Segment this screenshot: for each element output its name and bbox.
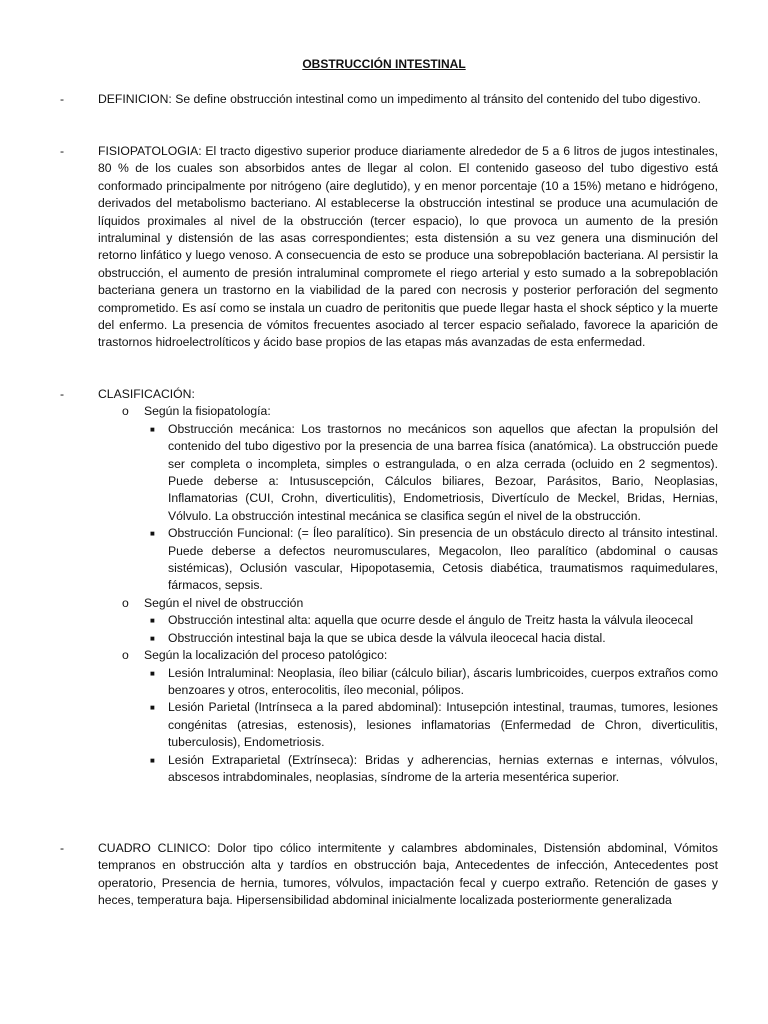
list-item-text: Obstrucción mecánica: Los trastornos no mecánicos son aquellos que afectan la propulsión del contenido del tubo digestivo por la presencia de una barrea física (anatómica). La obstrucción puede ser completa o incompleta, simples o estrangulada, o en alza cerrada (ocluido en 2 segmentos). Puede deberse a: Intususcepción, Cálculos biliares, Bezoar, Parásitos, Bario, Neoplasias, Inflamatorias (CUI, Crohn, diverticulitis), Endometriosis, Divertículo de Meckel, Bridas, Hernias, Vólvulo. La obstrucción intestinal mecánica se clasifica según el nivel de la obstrucción. [168,421,718,523]
circle-bullet: o [122,404,129,419]
group-fisiopatologia [122,403,718,420]
section-clasificacion [60,386,718,786]
section-cuadro-clinico [60,840,718,910]
group-label: Según la localización del proceso patológico: [144,648,388,663]
list-item [146,421,718,525]
group-localizacion [122,647,718,664]
list-item-text: Obstrucción intestinal baja la que se ubica desde la válvula ileocecal hacia distal. [168,630,606,645]
square-bullet-icon: ■ [150,424,155,434]
dash-bullet: - [60,387,65,401]
fisiopatologia-text: FISIOPATOLOGIA: El tracto digestivo superior produce diariamente alrededor de 5 a 6 litros de jugos intestinales, 80 % de los cuales son absorbidos antes de llegar al colon. El contenido gaseoso del tubo digestivo está conformado principalmente por nitrógeno (aire deglutido), y en menor porcentaje (10 a 15%) metano e hidrógeno, derivados del metabolismo bacteriano. Al establecerse la obstrucción intestinal se produce una acumulación de líquidos proximales al nivel de la obstrucción (tercer espacio), lo que provoca un aumento de la presión intraluminal y distensión de las asas correspondientes; esta distensión a su vez genera una disminución del retorno linfático y luego venoso. A consecuencia de esto se produce una sobrepoblación bacteriana. Al persistir la obstrucción, el aumento de presión intraluminal compromete el riego arterial y esto sumado a la sobrepoblación bacteriana genera un trastorno en la viabilidad de la pared con necrosis y posterior perforación del segmento comprometido. Es así como se instala un cuadro de peritonitis que puede llegar hasta el shock séptico y la muerte del enfermo. La presencia de vómitos frecuentes asociado al tercer espacio señalado, favorece la aparición de trastornos hidroelectrolíticos y ácido base propios de las etapas más avanzadas de esta enfermedad. [98,144,718,350]
square-bullet-icon: ■ [150,755,155,765]
cuadro-clinico-text: CUADRO CLINICO: Dolor tipo cólico intermitente y calambres abdominales, Distensión abdominal, Vómitos tempranos en obstrucción alta y tardíos en obstrucción baja, Antecedentes de infección, Antecedentes post operatorio, Presencia de hernia, tumores, vólvulos, impactación fecal y cuerpo extraño. Retención de gases y heces, temperatura baja. Hipersensibilidad abdominal inicialmente localizada posteriormente generalizada [98,841,718,908]
circle-bullet: o [122,648,129,663]
definicion-text: DEFINICION: Se define obstrucción intestinal como un impedimento al tránsito del contenido del tubo digestivo. [98,92,701,106]
list-item [146,665,718,700]
section-definicion [60,91,718,108]
section-fisiopatologia [60,143,718,352]
list-item-text: Obstrucción Funcional: (= Íleo paralítico). Sin presencia de un obstáculo directo al tránsito intestinal. Puede deberse a defectos neuromusculares, Megacolon, Ileo paralítico (abdominal o causas sistémicas), Oclusión vascular, Hipopotasemia, Cetosis diabética, traumatismos raquimedulares, fármacos, sepsis. [168,526,718,593]
list-item-text: Lesión Intraluminal: Neoplasia, íleo biliar (cálculo biliar), áscaris lumbricoides, cuerpos extraños como benzoares y otros, enterocolitis, íleo meconial, pólipos. [168,665,718,697]
square-bullet-icon: ■ [150,633,155,643]
dash-bullet: - [60,92,65,106]
list-item-text: Lesión Parietal (Intrínseca a la pared abdominal): Intusepción intestinal, traumas, tumores, lesiones congénitas (atresias, estenosis), lesiones inflamatorias (Enfermedad de Chron, diverticulitis, tuberculosis), Endometriosis. [168,700,718,750]
square-bullet-icon: ■ [150,668,155,678]
list-item [146,699,718,751]
dash-bullet: - [60,144,65,158]
list-item [146,630,718,647]
clasificacion-heading: CLASIFICACIÓN: [98,387,195,401]
list-item-text: Lesión Extraparietal (Extrínseca): Bridas y adherencias, hernias externas e internas, vólvulos, abscesos intrabdominales, neoplasias, síndrome de la arteria mesentérica superior. [168,752,718,784]
list-item [146,612,718,629]
dash-bullet: - [60,841,65,855]
list-item [146,525,718,595]
group-label: Según el nivel de obstrucción [144,595,304,610]
square-bullet-icon: ■ [150,703,155,713]
list-item [146,752,718,787]
circle-bullet: o [122,595,129,610]
group-nivel [122,595,718,612]
square-bullet-icon: ■ [150,616,155,626]
page-title: OBSTRUCCIÓN INTESTINAL [302,57,466,71]
list-item-text: Obstrucción intestinal alta: aquella que ocurre desde el ángulo de Treitz hasta la válvula ileocecal [168,613,694,628]
square-bullet-icon: ■ [150,529,155,539]
group-label: Según la fisiopatología: [144,404,271,419]
